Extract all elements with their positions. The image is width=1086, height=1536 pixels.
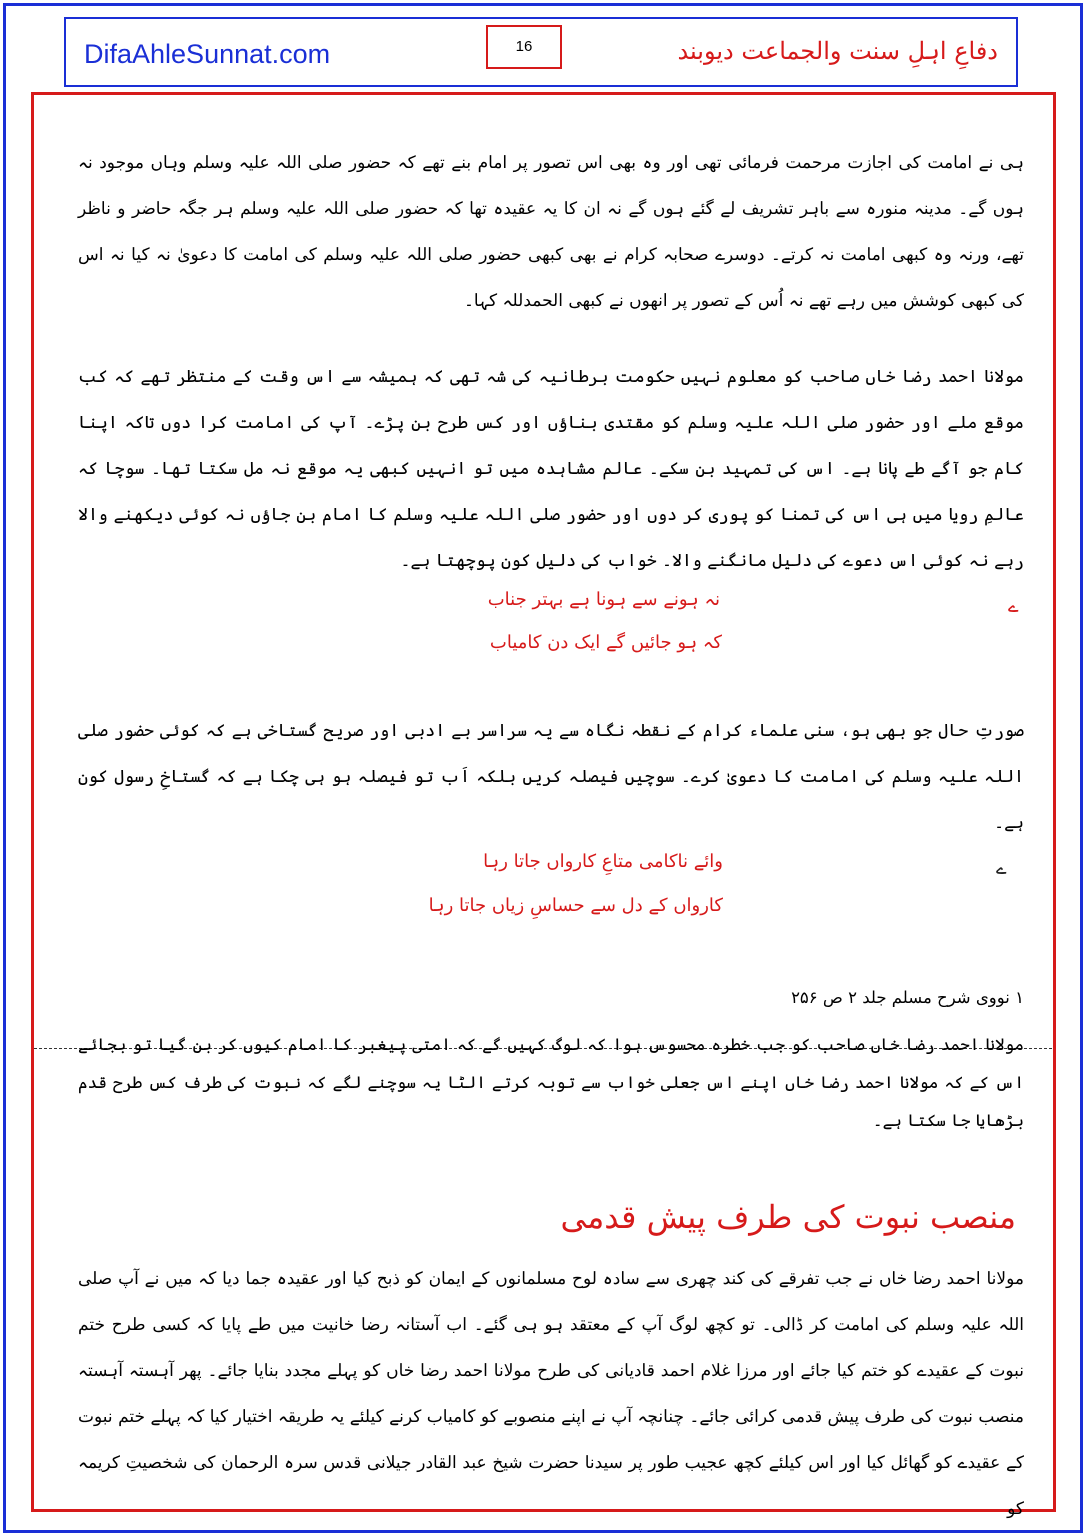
page-number: 16 [486,25,562,69]
paragraph-3: صورتِ حال جو بھی ہو، سنی علماء کرام کے نقطہ نگاہ سے یہ سراسر بے ادبی اور صریح گستاخی ہے کہ کوئی حضور صلی اللہ علیہ وسلم کی امامت کا دعویٰ کرے۔ سوچیں فیصلہ کریں بلکہ اَب تو فیصلہ ہو ہی چکا ہے کہ گستاخِ رسول کون ہے۔ [78,721,1024,833]
couplet-2-line-2: کارواں کے دل سے حساسِ زیاں جاتا رہا [428,895,723,916]
header-title: دفاعِ اہلِ سنت والجماعت دیوبند [677,37,998,65]
site-url[interactable]: DifaAhleSunnat.com [84,39,331,69]
footnote-reference-text: نووی شرح مسلم جلد ۲ ص ۲۵۶ [791,988,1010,1007]
paragraph-2: مولانا احمد رضا خاں صاحب کو معلوم نہیں حکومت برطانیہ کی شہ تھی کہ ہمیشہ سے اس وقت کے منتظر تھے کہ کب موقع ملے اور حضور صلی اللہ علیہ وسلم کو مقتدی بناؤں اور کس طرح بن پڑے۔ آپ کی امامت کرا دوں تاکہ اپنا کام جو آگے طے پانا ہے۔ اس کی تمہید بن سکے۔ عالم مشاہدہ میں تو انہیں کبھی یہ موقع نہ مل سکتا تھا۔ سوچا کہ عالمِ رویا میں ہی اس کی تمنا کو پوری کر دوں اور حضور صلی اللہ علیہ وسلم کا امام بن جاؤں نہ کوئی دیکھنے والا رہے نہ کوئی اس دعوے کی دلیل مانگنے والا۔ خواب کی دلیل کون پوچھتا ہے۔ [78,367,1024,571]
section-heading: منصب نبوت کی طرف پیش قدمی [560,1198,1016,1236]
footnote-reference [791,988,1024,1007]
paragraph-1: ہی نے امامت کی اجازت مرحمت فرمائی تھی اور وہ بھی اس تصور پر امام بنے تھے کہ حضور صلی اللہ علیہ وسلم وہاں موجود نہ ہوں گے۔ مدینہ منورہ سے باہر تشریف لے گئے ہوں گے نہ ان کا یہ عقیدہ تھا کہ حضور صلی اللہ علیہ وسلم ہر جگہ حاضر و ناظر تھے، ورنہ وہ کبھی امامت نہ کرتے۔ دوسرے صحابہ کرام نے بھی کبھی حضور صلی اللہ علیہ وسلم کی امامت کا دعویٰ نہ کیا نہ اس کی کبھی کوشش میں رہے تھے نہ اُس کے تصور پر انھوں نے کبھی الحمدللہ کہا۔ [78,153,1024,311]
page-header [64,17,1018,87]
verse-marker-2: ے [996,858,1007,879]
couplet-2-line-1: وائے ناکامی متاعِ کارواں جاتا رہا [483,851,723,872]
couplet-1-line-2: کہ ہو جائیں گے ایک دن کامیاب [489,632,722,653]
verse-marker-1: ے [1008,596,1019,617]
footnote-marker: ۱ [1015,988,1024,1007]
footnote-text: مولانا احمد رضا خاں صاحب کو جب خطرہ محسوس ہوا کہ لوگ کہیں گے کہ امتی پیغبر کا امام کیوں کر بن گیا تو بجائے اس کے کہ مولانا احمد رضا خاں اپنے اس جعلی خواب سے توبہ کرتے الٹا یہ سوچنے لگے کہ نبوت کی طرف کس طرح قدم بڑھایا جا سکتا ہے۔ [78,1035,1024,1130]
section-paragraph: مولانا احمد رضا خاں نے جب تفرقے کی کند چھری سے سادہ لوح مسلمانوں کے ایمان کو ذبح کیا اور عقیدہ جما دیا کہ میں نے آپ صلی اللہ علیہ وسلم کی امامت کر ڈالی۔ تو کچھ لوگ آپ کے معتقد ہو ہی گئے۔ اب آستانہ رضا خانیت میں طے پایا کہ کسی طرح ختم نبوت کے عقیدے کو ختم کیا جائے اور مرزا غلام احمد قادیانی کی طرح مولانا احمد رضا خاں کو پہلے مجدد بنایا جائے۔ پھر آہستہ آہستہ منصب نبوت کی طرف پیش قدمی کرائی جائے۔ چنانچہ آپ نے اپنے منصوبے کو کامیاب کرنے کیلئے یہ طریقہ اختیار کیا کہ پہلے ختم نبوت کے عقیدے کو گھائل کیا اور اس کیلئے کچھ عجیب طور پر سیدنا حضرت شیخ عبد القادر جیلانی قدس سرہ الرحمان کی شخصیتِ کریمہ کو [78,1269,1024,1519]
couplet-1-line-1: نہ ہونے سے ہونا ہے بہتر جناب [487,589,720,610]
